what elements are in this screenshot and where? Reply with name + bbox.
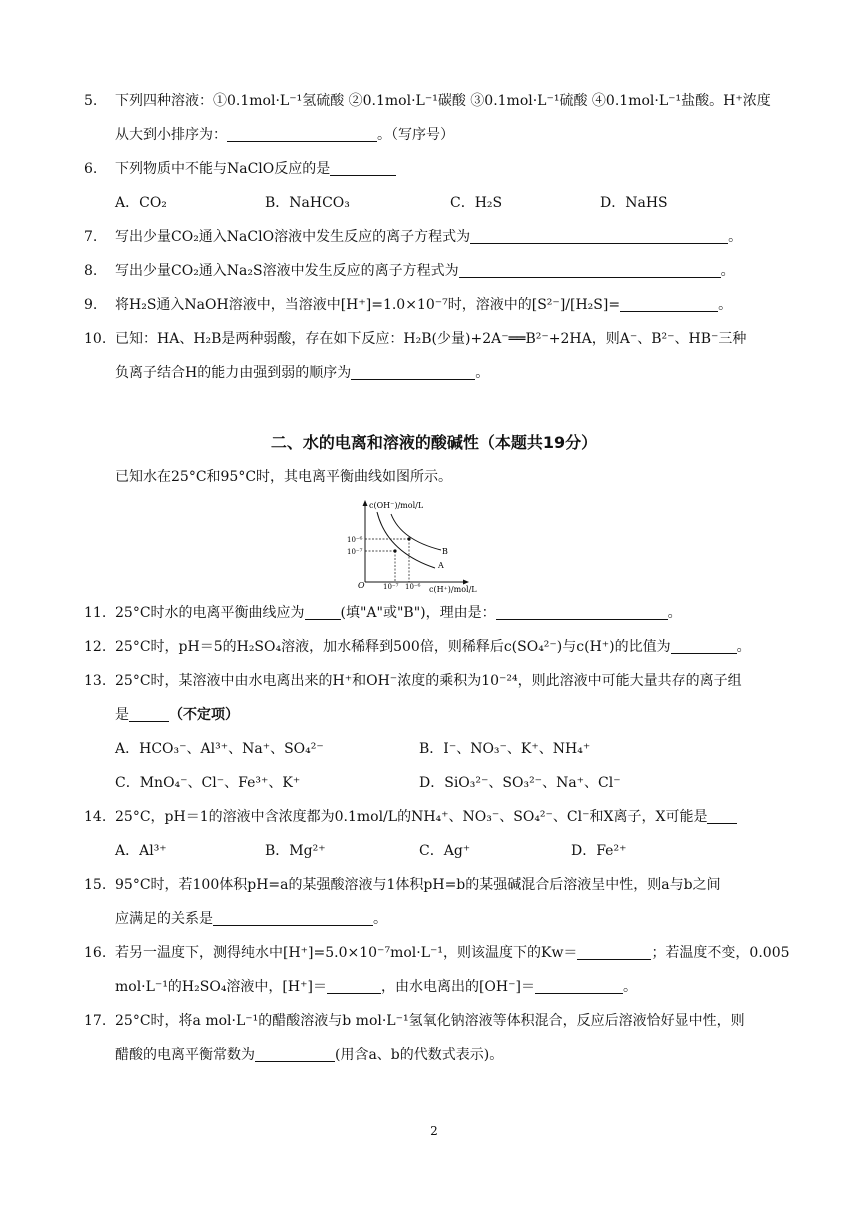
curve-b: [391, 514, 441, 550]
question-number: 16.: [84, 945, 107, 961]
question-number: 6.: [84, 161, 98, 177]
question-text: 95°C时，若100体积pH=a的某强酸溶液与1体积pH=b的某强碱混合后溶液呈中性，则a与b之间: [115, 877, 721, 893]
question-11: [84, 596, 792, 630]
answer-blank[interactable]: [330, 159, 396, 176]
option-d: D．Fe²⁺: [571, 843, 627, 859]
question-text: 。: [736, 639, 751, 655]
answer-blank[interactable]: [620, 295, 718, 312]
point: [407, 537, 410, 540]
y-tick-label: 10⁻⁷: [347, 548, 363, 556]
question-text: 已知：HA、H₂B是两种弱酸，存在如下反应：H₂B(少量)+2A⁻══B²⁻+2HA，则A⁻、B²⁻、HB⁻三种: [115, 331, 747, 347]
question-text: 25°C时水的电离平衡曲线应为: [115, 605, 305, 621]
answer-blank[interactable]: [255, 1045, 335, 1062]
answer-blank[interactable]: [707, 807, 737, 824]
answer-blank[interactable]: [459, 261, 721, 278]
question-number: 11.: [84, 605, 107, 621]
question-number: 10.: [84, 331, 107, 347]
question-number: 13.: [84, 673, 107, 689]
question-12: [84, 630, 792, 664]
option-c: C．MnO₄⁻、Cl⁻、Fe³⁺、K⁺: [115, 775, 301, 791]
question-text: mol·L⁻¹的H₂SO₄溶液中，[H⁺]＝: [115, 979, 327, 995]
question-number: 9.: [84, 297, 98, 313]
question-text: 将H₂S通入NaOH溶液中，当溶液中[H⁺]=1.0×10⁻⁷时，溶液中的[S²⁻]/[H₂S]=: [115, 297, 621, 313]
question-text: 25°C时，某溶液中由水电离出来的H⁺和OH⁻浓度的乘积为10⁻²⁴，则此溶液中可能大量共存的离子组: [115, 673, 742, 689]
question-17: [84, 1004, 792, 1072]
question-text: 。: [622, 979, 637, 995]
question-number: 12.: [84, 639, 107, 655]
option-b: B．NaHCO₃: [265, 195, 350, 211]
question-text: 。: [475, 365, 490, 381]
option-b: B．Mg²⁺: [265, 843, 326, 859]
answer-blank[interactable]: [129, 705, 169, 722]
question-text: (用含a、b的代数式表示)。: [335, 1047, 504, 1063]
question-text: 若另一温度下，测得纯水中[H⁺]=5.0×10⁻⁷mol·L⁻¹，则该温度下的Kw＝: [115, 945, 578, 961]
answer-blank[interactable]: [535, 977, 623, 994]
x-axis-label: c(H⁺)/mol/L: [429, 585, 477, 594]
y-axis-arrow: [363, 500, 368, 506]
curve-b-label: B: [442, 547, 448, 556]
question-10: [84, 322, 792, 390]
curve-a-label: A: [438, 561, 444, 570]
option-d: D．NaHS: [600, 195, 668, 211]
question-text: 25°C，pH＝1的溶液中含浓度都为0.1mol/L的NH₄⁺、NO₃⁻、SO₄²⁻、Cl⁻和X离子，X可能是: [115, 809, 708, 825]
question-text: 。: [720, 263, 735, 279]
question-text: 25°C时，将a mol·L⁻¹的醋酸溶液与b mol·L⁻¹氢氧化钠溶液等体积混合，反应后溶液恰好显中性，则: [115, 1013, 745, 1029]
answer-blank[interactable]: [351, 363, 475, 380]
section-title: 二、水的电离和溶液的酸碱性（本题共19分）: [270, 433, 598, 452]
question-text: ；若温度不变，0.005: [651, 945, 790, 961]
question-14: [84, 800, 792, 868]
question-text: ，由水电离出的[OH⁻]＝: [380, 979, 535, 995]
option-a: A．HCO₃⁻、Al³⁺、Na⁺、SO₄²⁻: [115, 741, 324, 757]
y-tick-label: 10⁻⁶: [347, 536, 363, 544]
x-tick-label: 10⁻⁶: [405, 583, 421, 591]
question-text: 醋酸的电离平衡常数为: [115, 1047, 255, 1063]
option-d: D．SiO₃²⁻、SO₃²⁻、Na⁺、Cl⁻: [419, 775, 621, 791]
question-number: 5.: [84, 93, 98, 109]
question-5: [84, 84, 792, 152]
question-15: [84, 868, 792, 936]
question-text: 。: [373, 911, 387, 927]
question-text: 写出少量CO₂通入Na₂S溶液中发生反应的离子方程式为: [115, 263, 459, 279]
question-9: [84, 288, 792, 322]
question-text: 下列四种溶液：①0.1mol·L⁻¹氢硫酸 ②0.1mol·L⁻¹碳酸 ③0.1mol·L⁻¹硫酸 ④0.1mol·L⁻¹盐酸。H⁺浓度: [115, 93, 771, 109]
question-text: 负离子结合H的能力由强到弱的顺序为: [115, 365, 352, 381]
question-text: 写出少量CO₂通入NaClO溶液中发生反应的离子方程式为: [115, 229, 471, 245]
question-8: [84, 254, 792, 288]
question-text: 25°C时，pH＝5的H₂SO₄溶液，加水稀释到500倍，则稀释后c(SO₄²⁻)与c(H⁺)的比值为: [115, 639, 671, 655]
question-number: 17.: [84, 1013, 107, 1029]
question-13: [84, 664, 792, 800]
page-number: 2: [430, 1124, 438, 1138]
answer-blank[interactable]: [577, 943, 651, 960]
option-c: C．H₂S: [450, 195, 503, 211]
answer-blank[interactable]: [327, 977, 381, 994]
answer-blank[interactable]: [213, 909, 373, 926]
question-16: [84, 936, 792, 1004]
equilibrium-graph: [345, 494, 505, 594]
question-number: 15.: [84, 877, 107, 893]
section-intro: 已知水在25°C和95°C时，其电离平衡曲线如图所示。: [115, 469, 453, 485]
question-text: 。: [718, 297, 733, 313]
question-text: (填"A"或"B")，理由是：: [340, 605, 496, 621]
x-axis-arrow: [463, 580, 469, 585]
question-text: 下列物质中不能与NaClO反应的是: [115, 161, 331, 177]
question-text: 。: [667, 605, 682, 621]
option-a: A．CO₂: [115, 195, 167, 211]
question-text: 应满足的关系是: [115, 911, 213, 927]
curve-a: [377, 512, 435, 568]
origin-label: O: [358, 581, 365, 590]
option-b: B．I⁻、NO₃⁻、K⁺、NH₄⁺: [419, 741, 591, 757]
x-tick-label: 10⁻⁷: [383, 583, 399, 591]
question-7: [84, 220, 792, 254]
option-a: A．Al³⁺: [115, 843, 167, 859]
question-6: [84, 152, 792, 220]
answer-blank[interactable]: [671, 637, 737, 654]
question-text: 。: [728, 229, 743, 245]
question-text: 是: [115, 707, 129, 723]
answer-blank[interactable]: [496, 603, 668, 620]
question-number: 14.: [84, 809, 107, 825]
answer-blank[interactable]: [470, 227, 728, 244]
question-note: （不定项）: [169, 707, 239, 723]
question-text: 从大到小排序为：: [115, 127, 227, 143]
question-number: 8.: [84, 263, 98, 279]
option-c: C．Ag⁺: [419, 843, 471, 859]
question-text: 。（写序号）: [377, 127, 454, 143]
y-axis-label: c(OH⁻)/mol/L: [369, 501, 424, 510]
question-number: 7.: [84, 229, 98, 245]
answer-blank[interactable]: [227, 125, 377, 142]
point: [393, 549, 396, 552]
answer-blank[interactable]: [305, 603, 341, 620]
